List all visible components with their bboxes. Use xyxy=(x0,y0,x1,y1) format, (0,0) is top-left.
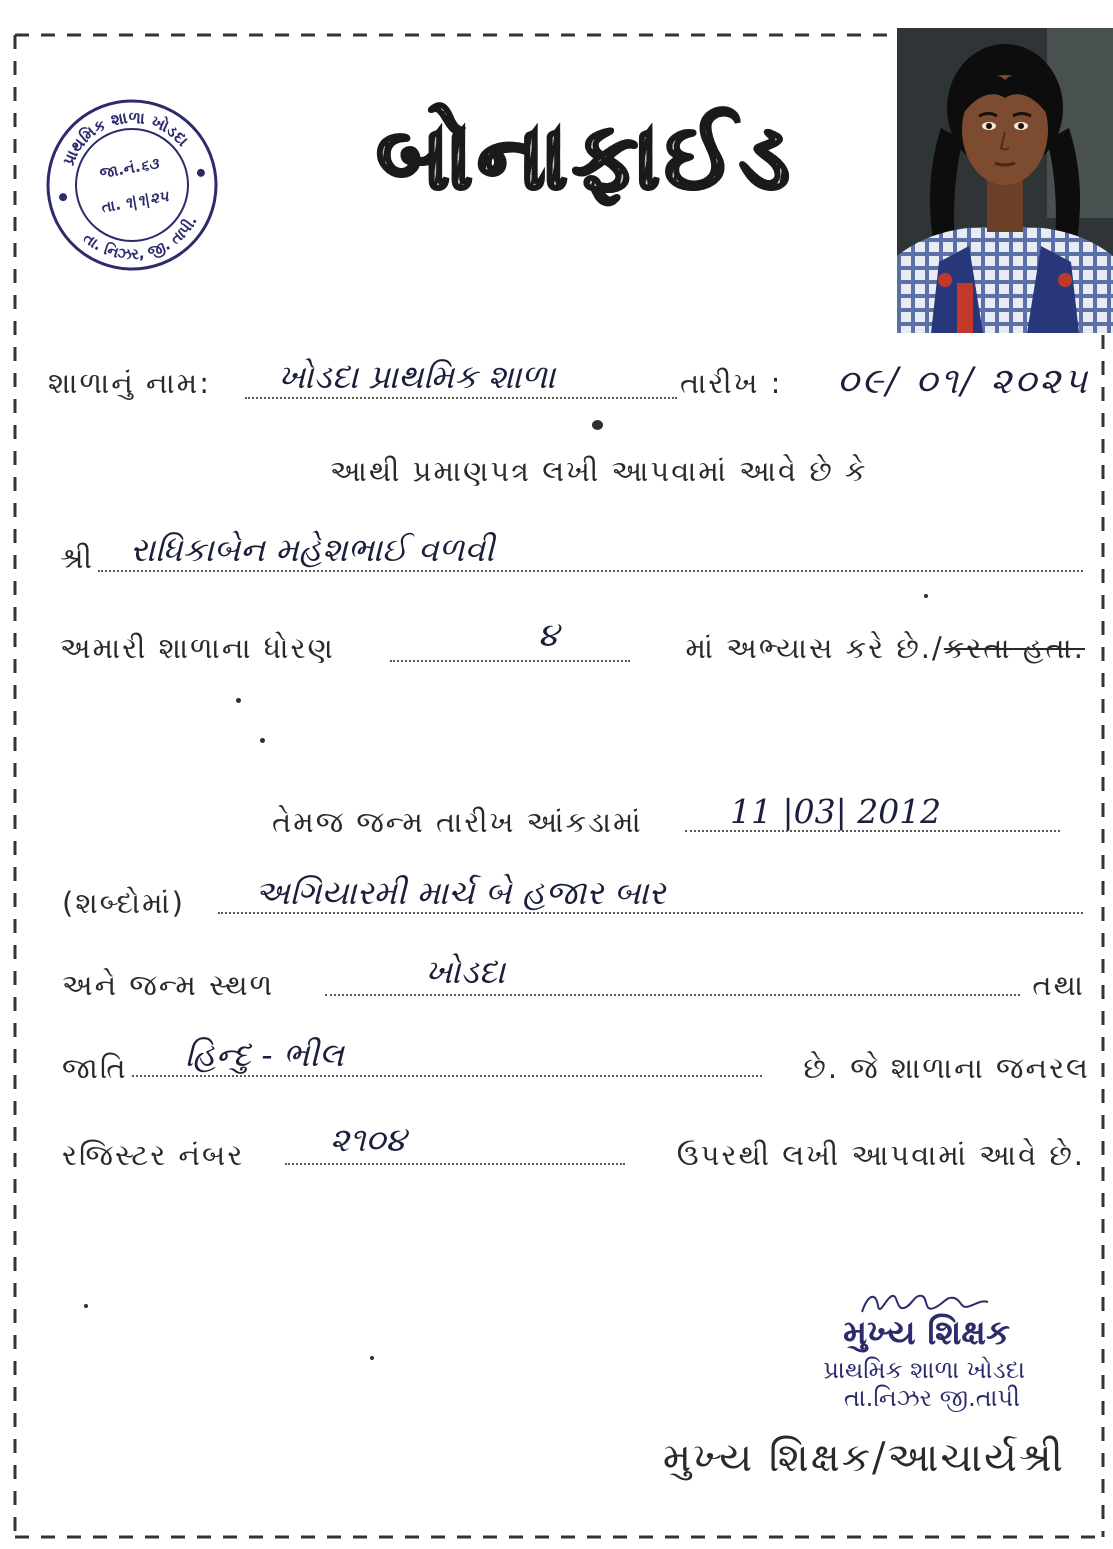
certificate-title: બોનાફાઈડ xyxy=(376,103,794,210)
birth-place-value: ખોડદા xyxy=(425,952,506,991)
birth-place-dotted-line xyxy=(325,994,1020,996)
issue-date-value: ૦૯/ ૦૧/ ૨૦૨૫ xyxy=(836,361,1090,402)
right-pupil xyxy=(1018,123,1024,129)
left-pupil xyxy=(986,123,992,129)
caste-suffix: છે. જે શાળાના જનરલ xyxy=(803,1051,1090,1085)
stamp-inward-number: ૬૩ xyxy=(138,154,160,176)
register-number-suffix: ઉપરથી લખી આપવામાં આવે છે. xyxy=(676,1138,1085,1172)
student-photo xyxy=(897,28,1113,333)
stamp-date-value: ૧|૧|૨૫ xyxy=(123,187,170,213)
principal-school: પ્રાથમિક શાળા ખોડદા xyxy=(823,1356,1025,1384)
school-name-dotted-line xyxy=(245,397,677,399)
signatory-label: મુખ્ય શિક્ષક/આચાર્યશ્રી xyxy=(662,1435,1065,1481)
school-name-label: શાળાનું નામ: xyxy=(48,366,211,400)
principal-location: તા.નિઝર જી.તાપી xyxy=(844,1384,1020,1412)
birth-date-words-dotted-line xyxy=(218,912,1083,914)
standard-suffix xyxy=(685,631,1085,665)
standard-suffix-text: માં અભ્યાસ કરે છે./ xyxy=(685,631,944,665)
birth-date-figures-value: 11 |03| 2012 xyxy=(730,792,942,831)
standard-dotted-line xyxy=(390,660,630,662)
scan-speck xyxy=(84,1304,88,1308)
standard-value: ૪ xyxy=(538,615,559,654)
student-name-dotted-line xyxy=(98,570,1083,572)
stamp-separator-dot xyxy=(58,193,67,202)
register-number-dotted-line xyxy=(285,1163,625,1165)
birth-place-label: અને જન્મ સ્થળ xyxy=(62,968,275,1002)
birth-date-words-label: (શબ્દોમાં) xyxy=(62,886,185,920)
scan-speck xyxy=(260,738,265,743)
birth-place-suffix: તથા xyxy=(1032,968,1085,1002)
register-number-value: ૨૧૦૪ xyxy=(330,1120,406,1159)
caste-label: જાતિ xyxy=(62,1051,128,1085)
issue-date-label: તારીખ : xyxy=(680,366,783,400)
stamp-top-text: પ્રાથમિક શાળા ખોડદા xyxy=(58,107,193,169)
ink-mark xyxy=(592,420,603,430)
student-name-label: શ્રી xyxy=(60,541,94,575)
certificate-intro: આથી પ્રમાણપત્ર લખી આપવામાં આવે છે કે xyxy=(330,454,868,488)
stamp-date-label: તા. xyxy=(100,195,123,217)
scan-speck xyxy=(924,594,928,598)
caste-value: હિન્દુ - ભીલ xyxy=(185,1035,344,1074)
stamp-inward-entry xyxy=(98,154,161,182)
birth-date-figures-label: તેમજ જન્મ તારીખ આંકડામાં xyxy=(272,805,643,839)
stamp-bottom-text: તા. નિઝર, જી. તાપી. xyxy=(79,212,201,264)
stamp-date-entry xyxy=(100,187,171,218)
school-name-value: ખોડદા પ્રાથમિક શાળા xyxy=(278,357,556,396)
principal-designation: મુખ્ય શિક્ષક xyxy=(843,1313,1010,1353)
birth-date-words-value: અગિયારમી માર્ચ બે હજાર બાર xyxy=(255,873,666,912)
register-number-label: રજિસ્ટર નંબર xyxy=(62,1138,245,1172)
standard-label: અમારી શાળાના ધોરણ xyxy=(60,631,335,665)
pinafore-trim xyxy=(957,283,973,333)
student-name-value: રાધિકાબેન મહેશભાઈ વળવી xyxy=(130,530,495,569)
school-stamp xyxy=(44,97,220,273)
scan-speck xyxy=(370,1356,374,1360)
scan-speck xyxy=(236,698,241,703)
stamp-separator-dot xyxy=(196,168,205,177)
title-container xyxy=(300,92,870,222)
shirt xyxy=(897,227,1113,333)
caste-dotted-line xyxy=(132,1075,762,1077)
right-ribbon xyxy=(1058,273,1072,287)
standard-struck-option: કરતા હતા. xyxy=(943,631,1085,665)
stamp-inward-label: જા.નં. xyxy=(98,157,142,183)
left-ribbon xyxy=(938,273,952,287)
